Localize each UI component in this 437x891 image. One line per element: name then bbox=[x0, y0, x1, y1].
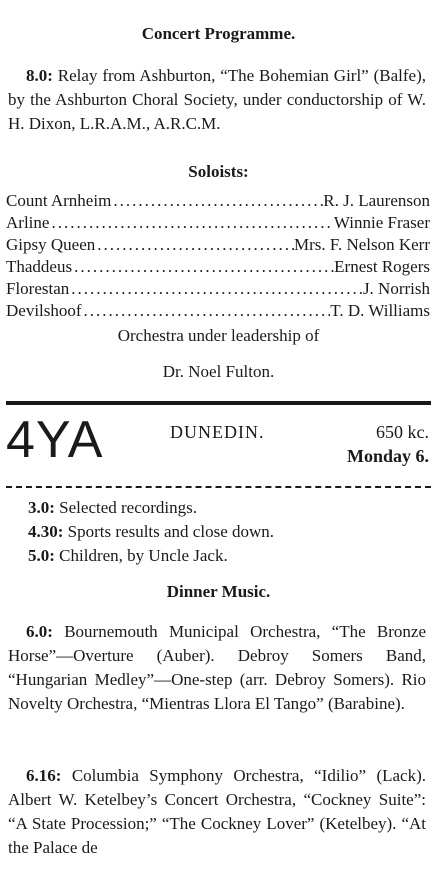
station-city: DUNEDIN. bbox=[170, 422, 265, 442]
orchestra-leader: Dr. Noel Fulton. bbox=[162, 362, 275, 381]
cast-role: Thaddeus bbox=[6, 257, 73, 276]
cast-actor: T. D. Williams bbox=[330, 301, 430, 320]
cast-actor: Mrs. F. Nelson Kerr bbox=[293, 235, 430, 254]
schedule-text: Selected recordings. bbox=[59, 498, 198, 517]
afternoon-schedule bbox=[28, 496, 428, 568]
concert-intro-paragraph bbox=[8, 64, 426, 136]
soloists-heading: Soloists: bbox=[188, 162, 249, 181]
dinner-block-1-time: 6.0: bbox=[26, 622, 53, 641]
station-frequency: 650 kc. bbox=[376, 422, 429, 442]
leader-dots bbox=[82, 300, 331, 322]
leader-dots bbox=[49, 212, 333, 234]
schedule-item bbox=[28, 496, 428, 520]
cast-row bbox=[6, 190, 430, 212]
schedule-time: 4.30: bbox=[28, 522, 64, 541]
cast-actor: Ernest Rogers bbox=[334, 257, 430, 276]
leader-dots bbox=[72, 256, 334, 278]
cast-actor: R. J. Laurenson bbox=[323, 191, 430, 210]
cast-role: Count Arnheim bbox=[6, 191, 112, 210]
cast-row bbox=[6, 234, 430, 256]
dinner-block-2-time: 6.16: bbox=[26, 766, 62, 785]
leader-dots bbox=[69, 278, 363, 300]
cast-row bbox=[6, 256, 430, 278]
schedule-item bbox=[28, 520, 428, 544]
dinner-block-1 bbox=[8, 620, 426, 716]
concert-programme-heading: Concert Programme. bbox=[141, 24, 296, 43]
cast-role: Devilshoof bbox=[6, 301, 82, 320]
leader-dots bbox=[111, 190, 323, 212]
cast-role: Arline bbox=[6, 213, 50, 232]
cast-actor: Winnie Fraser bbox=[333, 213, 430, 232]
cast-role: Florestan bbox=[6, 279, 70, 298]
concert-intro-text: Relay from Ashburton, “The Bohemian Girl” (Balfe), by the Ashburton Choral Society, under conductorship of W. H. Dixon, L.R.A.M., A.R.C.M. bbox=[8, 66, 426, 133]
cast-role: Gipsy Queen bbox=[6, 235, 96, 254]
cast-row bbox=[6, 300, 430, 322]
dinner-block-2-text: Columbia Symphony Orchestra, “Idilio” (Lack). Albert W. Ketelbey’s Concert Orchestra, “Cockney Suite”: “A State Procession;” “The Cockney Lover” (Ketelbey). “At the Palace de bbox=[8, 766, 427, 857]
section-divider bbox=[6, 401, 431, 405]
schedule-item bbox=[28, 544, 428, 568]
dinner-music-heading: Dinner Music. bbox=[166, 582, 271, 601]
header-divider bbox=[6, 486, 431, 488]
cast-row bbox=[6, 278, 430, 300]
leader-dots bbox=[95, 234, 294, 256]
schedule-time: 3.0: bbox=[28, 498, 55, 517]
station-callsign: 4YA bbox=[6, 411, 104, 469]
dinner-block-1-text: Bournemouth Municipal Orchestra, “The Bronze Horse”—Overture (Auber). Debroy Somers Band, “Hungarian Medley”—One-step (arr. Debroy Somers). Rio Novelty Orchestra, “Mientras Llora El Tango” (Barabine). bbox=[8, 622, 426, 713]
schedule-text: Sports results and close down. bbox=[67, 522, 275, 541]
dinner-block-2 bbox=[8, 764, 426, 860]
cast-list bbox=[6, 190, 430, 322]
cast-row bbox=[6, 212, 430, 234]
station-day: Monday 6. bbox=[346, 446, 429, 466]
orchestra-line: Orchestra under leadership of bbox=[117, 326, 320, 345]
schedule-time: 5.0: bbox=[28, 546, 55, 565]
concert-intro-time: 8.0: bbox=[26, 66, 53, 85]
cast-actor: J. Norrish bbox=[362, 279, 430, 298]
schedule-text: Children, by Uncle Jack. bbox=[59, 546, 228, 565]
